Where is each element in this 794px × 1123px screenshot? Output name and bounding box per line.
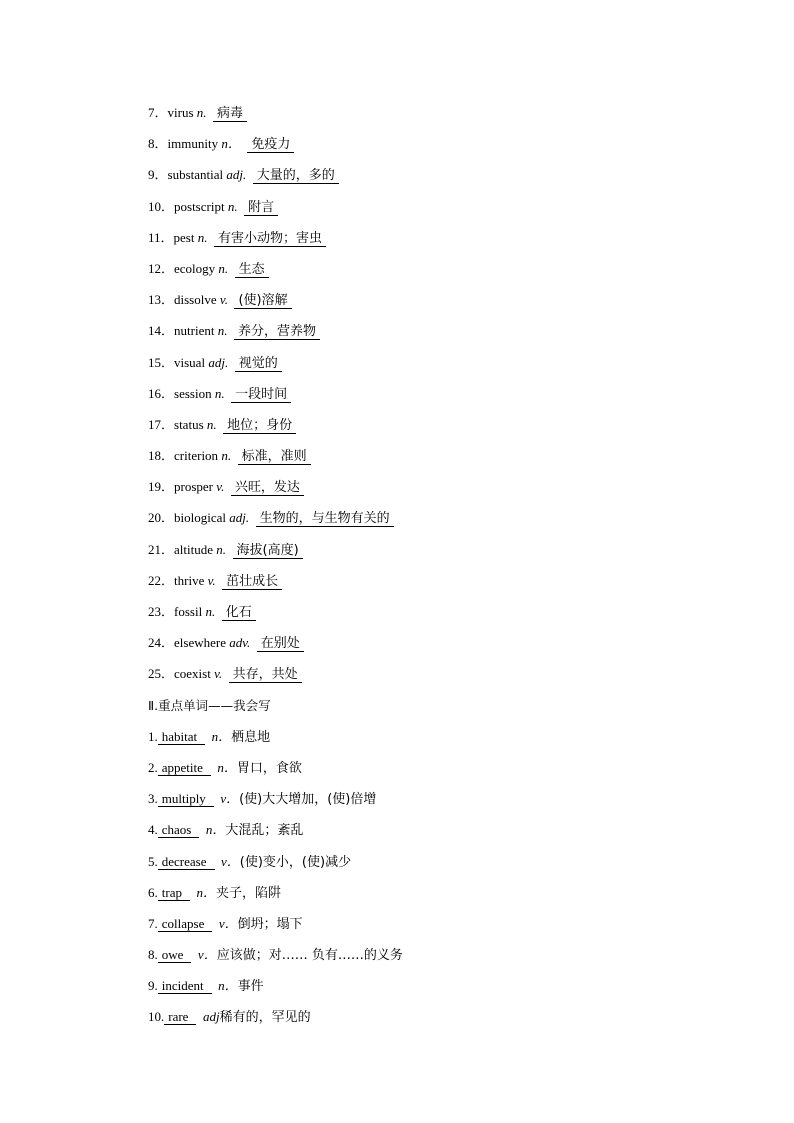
part-of-speech: n. — [227, 198, 238, 214]
item-number: 20． — [148, 510, 175, 526]
part-of-speech: adj — [202, 1009, 220, 1025]
chinese-meaning: 栖息地 — [231, 729, 271, 745]
answer-blank: 标准，准则 — [238, 449, 311, 465]
item-number: 2. — [148, 759, 158, 775]
english-word: status — [174, 416, 204, 432]
item-number: 21． — [148, 541, 175, 557]
part-of-speech: v． — [218, 915, 238, 931]
vocab-item — [148, 133, 708, 164]
item-number: 24． — [148, 635, 175, 651]
vocab-item — [148, 289, 708, 320]
part-of-speech: n． — [221, 136, 241, 152]
chinese-meaning: 夹子，陷阱 — [215, 885, 281, 901]
item-number: 10． — [148, 198, 175, 214]
chinese-meaning: 胃口，食欲 — [236, 760, 302, 776]
answer-blank: 大量的，多的 — [253, 168, 339, 184]
vocab-item — [148, 414, 708, 445]
chinese-meaning: 大混乱；紊乱 — [225, 823, 304, 839]
part-of-speech: adv. — [229, 635, 251, 651]
answer-blank: 兴旺，发达 — [231, 480, 304, 496]
vocab-item — [148, 726, 708, 757]
english-word: session — [174, 385, 212, 401]
item-number: 3. — [148, 791, 158, 807]
vocab-item — [148, 601, 708, 632]
part-of-speech: adj. — [208, 354, 229, 370]
item-number: 25． — [148, 666, 175, 682]
vocab-item — [148, 757, 708, 788]
part-of-speech: v. — [216, 479, 225, 495]
item-number: 11． — [148, 229, 174, 245]
vocab-item — [148, 196, 708, 227]
vocab-item — [148, 632, 708, 663]
item-number: 10. — [148, 1009, 165, 1025]
answer-blank: 养分，营养物 — [234, 324, 320, 340]
answer-blank: 附言 — [244, 200, 278, 216]
answer-blank: 生态 — [235, 262, 269, 278]
item-number: 18． — [148, 448, 175, 464]
chinese-meaning: 稀有的，罕见的 — [219, 1010, 311, 1026]
answer-blank: (使)溶解 — [234, 293, 291, 309]
item-number: 7． — [148, 105, 168, 120]
part-of-speech: n. — [196, 105, 207, 120]
item-number: 14． — [148, 323, 175, 339]
chinese-meaning: (使)大大增加，(使)倍增 — [239, 792, 377, 808]
english-word: immunity — [167, 136, 219, 152]
answer-blank: 化石 — [222, 605, 256, 621]
item-number: 12． — [148, 260, 175, 276]
answer-blank: 视觉的 — [235, 356, 282, 372]
vocab-item — [148, 102, 708, 133]
vocab-item — [148, 539, 708, 570]
part-of-speech: n. — [206, 416, 217, 432]
chinese-meaning: 倒坍；塌下 — [237, 916, 303, 932]
vocab-item — [148, 320, 708, 351]
item-number: 13． — [148, 292, 175, 308]
part-of-speech: v. — [219, 292, 228, 308]
english-word: fossil — [174, 604, 203, 619]
part-of-speech: v． — [197, 947, 217, 963]
answer-blank: habitat — [158, 729, 205, 745]
part-of-speech: v． — [220, 791, 240, 807]
item-number: 8． — [148, 136, 168, 152]
answer-blank: 有害小动物；害虫 — [214, 231, 326, 247]
item-number: 7. — [148, 915, 158, 931]
vocab-item — [148, 507, 708, 538]
item-number: 1. — [148, 728, 158, 744]
vocab-item — [148, 788, 708, 819]
item-number: 22． — [148, 572, 175, 588]
answer-blank: chaos — [158, 822, 200, 838]
answer-blank: collapse — [158, 916, 213, 932]
vocab-item — [148, 258, 708, 289]
english-word: pest — [173, 229, 195, 245]
answer-blank: owe — [158, 947, 192, 963]
english-word: elsewhere — [174, 635, 226, 651]
answer-blank: multiply — [158, 791, 214, 807]
word-meaning-list — [148, 102, 708, 695]
english-word: postscript — [174, 198, 225, 214]
answer-blank: rare — [164, 1009, 196, 1025]
vocab-item — [148, 383, 708, 414]
english-word: criterion — [174, 448, 219, 464]
vocab-item — [148, 1006, 708, 1037]
item-number: 16． — [148, 385, 175, 401]
chinese-meaning: 应该做；对…… 负有……的义务 — [216, 948, 403, 964]
part-of-speech: adj. — [229, 510, 250, 526]
part-of-speech: n. — [205, 604, 216, 619]
part-of-speech: n. — [217, 323, 228, 339]
english-word: ecology — [174, 260, 216, 276]
answer-blank: 免疫力 — [247, 137, 294, 153]
vocab-item — [148, 975, 708, 1006]
item-number: 8. — [148, 947, 158, 963]
vocab-item — [148, 663, 708, 694]
answer-blank: 地位；身份 — [223, 418, 296, 434]
chinese-meaning: (使)变小，(使)减少 — [239, 854, 352, 870]
part-of-speech: n. — [221, 448, 232, 464]
english-word: substantial — [167, 167, 224, 183]
vocab-item — [148, 851, 708, 882]
english-word: virus — [167, 105, 194, 120]
answer-blank: decrease — [158, 854, 215, 870]
english-word: nutrient — [174, 323, 215, 339]
vocab-item — [148, 164, 708, 195]
item-number: 9. — [148, 978, 158, 994]
answer-blank: 生物的，与生物有关的 — [256, 511, 394, 527]
answer-blank: 一段时间 — [231, 387, 291, 403]
english-word: coexist — [174, 666, 211, 682]
answer-blank: 病毒 — [213, 106, 247, 122]
item-number: 17． — [148, 416, 175, 432]
item-number: 19． — [148, 479, 175, 495]
answer-blank: 海拔(高度) — [233, 543, 303, 559]
english-word: thrive — [174, 572, 205, 588]
part-of-speech: n. — [214, 385, 225, 401]
part-of-speech: n． — [217, 759, 237, 775]
part-of-speech: n. — [197, 229, 208, 245]
item-number: 5. — [148, 853, 158, 869]
part-of-speech: n. — [218, 260, 229, 276]
vocab-item — [148, 913, 708, 944]
chinese-meaning: 事件 — [237, 979, 264, 995]
item-number: 9． — [148, 167, 168, 183]
answer-blank: 共存，共处 — [229, 667, 302, 683]
part-of-speech: n． — [205, 822, 226, 838]
word-writing-list — [148, 726, 708, 1038]
vocab-item — [148, 476, 708, 507]
answer-blank: appetite — [158, 760, 211, 776]
answer-blank: 茁壮成长 — [222, 574, 282, 590]
part-of-speech: adj. — [226, 167, 247, 183]
english-word: dissolve — [174, 292, 217, 308]
item-number: 15． — [148, 354, 175, 370]
english-word: prosper — [174, 479, 214, 495]
vocab-item — [148, 445, 708, 476]
vocab-item — [148, 819, 708, 850]
english-word: biological — [174, 510, 227, 526]
part-of-speech: v. — [207, 572, 216, 588]
item-number: 6. — [148, 884, 158, 900]
vocab-item — [148, 570, 708, 601]
part-of-speech: v． — [221, 853, 240, 869]
vocab-item — [148, 227, 708, 258]
answer-blank: 在别处 — [257, 636, 304, 652]
english-word: altitude — [174, 541, 214, 557]
part-of-speech: v. — [214, 666, 223, 682]
part-of-speech: n. — [216, 541, 227, 557]
answer-blank: incident — [158, 978, 212, 994]
vocab-item — [148, 882, 708, 913]
part-of-speech: n． — [211, 728, 232, 744]
item-number: 4. — [148, 822, 158, 838]
section-heading: Ⅱ.重点单词——我会写 — [148, 697, 271, 713]
item-number: 23． — [148, 604, 175, 619]
vocab-item — [148, 944, 708, 975]
part-of-speech: n． — [218, 978, 238, 994]
answer-blank: trap — [158, 885, 190, 901]
vocab-item — [148, 352, 708, 383]
part-of-speech: n． — [196, 884, 216, 900]
english-word: visual — [174, 354, 206, 370]
vocabulary-list — [148, 102, 708, 1038]
